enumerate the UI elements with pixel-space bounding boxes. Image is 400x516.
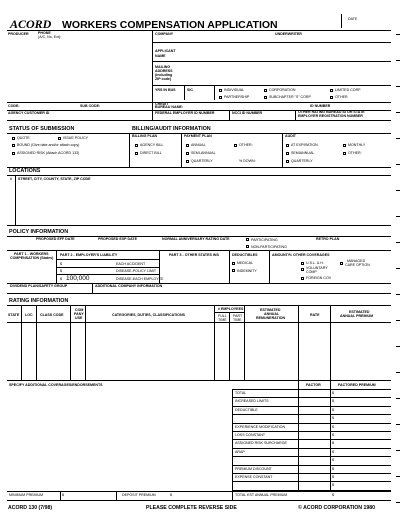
foreign-cov-label: FOREIGN COV: [306, 276, 332, 280]
monthly-audit-label: MONTHLY: [348, 143, 366, 147]
quarterly-label: QUARTERLY: [191, 159, 213, 163]
factored-premium-label: FACTORED PREMIUM: [338, 383, 376, 387]
agency-bill-checkbox[interactable]: [135, 144, 138, 147]
credit-bureau-label-2: BUREAU NAME:: [155, 105, 184, 109]
quote-checkbox[interactable]: [12, 137, 15, 140]
non-participating-checkbox[interactable]: [246, 245, 249, 248]
individual-checkbox[interactable]: [219, 89, 222, 92]
col-categories: CATEGORIES, DUTIES, CLASSIFICATIONS: [112, 313, 185, 317]
additional-company-label: ADDITIONAL COMPANY INFORMATION: [95, 284, 163, 288]
premium-row-field[interactable]: [299, 474, 390, 482]
partnership-checkbox[interactable]: [219, 96, 222, 99]
margin-tick: [396, 398, 400, 399]
payment-other-label: OTHER:: [239, 143, 253, 147]
llc-checkbox[interactable]: [330, 89, 333, 92]
premium-row-dollar: $: [332, 458, 334, 463]
premium-row-label: ARAP: [235, 449, 245, 454]
col-company-use-1: COM: [75, 308, 84, 312]
quarterly-audit-label: QUARTERLY: [291, 159, 313, 163]
margin-tick: [396, 112, 400, 113]
other-rating-label-2: EMPLOYER REGISTRATION NUMBER: [298, 114, 363, 118]
medical-label: MEDICAL: [237, 261, 253, 265]
direct-bill-label: DIRECT BILL: [140, 151, 162, 155]
voluntary-comp-checkbox[interactable]: [301, 268, 304, 271]
semi-annual-checkbox[interactable]: [186, 152, 189, 155]
quarterly-checkbox[interactable]: [186, 160, 189, 163]
margin-tick: [396, 164, 400, 165]
mailing-label-1: MAILING: [155, 65, 171, 69]
proposed-exp-label: PROPOSED EXP DATE: [98, 237, 138, 241]
credit-bureau-label-1: CREDIT: [155, 101, 169, 106]
premium-row-label: PREMIUM DISCOUNT: [235, 466, 272, 471]
date-label: DATE: [348, 17, 358, 21]
annual-label: ANNUAL: [191, 143, 206, 147]
applicant-name-field[interactable]: [190, 47, 390, 59]
payment-plan-label: PAYMENT PLAN: [184, 134, 212, 138]
margin-tick: [396, 294, 400, 295]
premium-row-field[interactable]: [299, 457, 390, 465]
voluntary-label-2: COMP: [306, 270, 317, 274]
id-number-label: ID NUMBER: [310, 104, 331, 108]
premium-row-dollar: $: [332, 416, 334, 421]
premium-row-field[interactable]: [299, 432, 390, 440]
pct-down-label: % DOWN:: [239, 159, 256, 163]
disease-policy-label: DISEASE-POLICY LIMIT: [116, 269, 157, 273]
indemnity-checkbox[interactable]: [232, 269, 235, 272]
premium-row-label: TOTAL: [235, 391, 247, 395]
premium-row-dollar: $: [332, 399, 334, 404]
indemnity-label: INDEMNITY: [237, 269, 257, 273]
subchapter-checkbox[interactable]: [264, 96, 267, 99]
voluntary-label-1: VOLUNTARY: [306, 266, 328, 270]
anniversary-label: NORMAL ANNIVERSARY RATING DATE: [162, 237, 230, 241]
policy-section-title: POLICY INFORMATION: [9, 229, 69, 235]
subchapter-label: SUBCHAPTER "S" CORP: [269, 95, 311, 99]
medical-checkbox[interactable]: [232, 262, 235, 265]
name-label: NAME: [155, 54, 166, 58]
col-part-time-1: PART: [233, 314, 243, 318]
premium-row-dollar: $: [332, 424, 334, 429]
non-participating-label: NON-PARTICIPATING: [251, 245, 287, 249]
premium-row-label: EXPERIENCE MODIFICATION: [235, 424, 286, 429]
locations-field[interactable]: [16, 183, 388, 225]
col-loc: LOC: [25, 313, 33, 317]
at-expiration-label: AT EXPIRATION: [291, 143, 318, 147]
other-entity-checkbox[interactable]: [330, 96, 333, 99]
underwriter-label: UNDERWRITER: [275, 32, 302, 36]
sic-label: SIC: [187, 88, 193, 92]
col-rate: RATE: [310, 313, 320, 317]
assigned-risk-label: ASSIGNED RISK (Attach ACORD 133): [17, 151, 80, 155]
col-remuneration-3: REMUNERATION: [256, 316, 286, 320]
agency-customer-id-label: AGENCY CUSTOMER ID: [8, 111, 50, 115]
foreign-cov-checkbox[interactable]: [301, 277, 304, 280]
other-entity-label: OTHER: [335, 95, 348, 99]
premium-row-field[interactable]: [299, 423, 390, 431]
rating-table-body[interactable]: [8, 323, 390, 379]
billing-plan-label: BILLING PLAN: [132, 134, 158, 138]
llc-label: LIMITED CORP: [335, 88, 361, 92]
col-class-code: CLASS CODE: [40, 313, 64, 317]
semiannual-audit-label: SEMIANNUAL: [291, 151, 315, 155]
fein-label: FEDERAL EMPLOYER ID NUMBER: [155, 111, 215, 115]
deductibles-label: DEDUCTIBLES: [232, 253, 258, 257]
premium-row-dollar: $: [332, 407, 334, 412]
margin-tick: [396, 216, 400, 217]
premium-row-dollar: $: [332, 433, 334, 437]
other-audit-checkbox[interactable]: [343, 152, 346, 155]
col-part-time-2: TIME: [233, 318, 242, 322]
col-company-use-3: USE: [75, 316, 83, 320]
col-full-time-1: FULL: [218, 314, 227, 318]
premium-row-field[interactable]: [299, 440, 390, 448]
payment-other-checkbox[interactable]: [234, 144, 237, 147]
participating-checkbox[interactable]: [246, 238, 249, 241]
acord-logo: ACORD: [10, 17, 52, 31]
copyright: © ACORD CORPORATION 1980: [298, 505, 376, 511]
annual-checkbox[interactable]: [186, 144, 189, 147]
partnership-label: PARTNERSHIP: [224, 95, 250, 99]
rating-section-title: RATING INFORMATION: [9, 298, 69, 304]
form-title: WORKERS COMPENSATION APPLICATION: [62, 19, 278, 31]
premium-row-field[interactable]: [299, 406, 390, 414]
col-premium-1: ESTIMATED: [349, 310, 370, 314]
margin-tick: [396, 86, 400, 87]
part3-label: PART 3 - OTHER STATES INS: [169, 253, 219, 257]
col-remuneration-1: ESTIMATED: [260, 308, 281, 312]
quote-label: QUOTE: [17, 136, 30, 140]
street-label: STREET, CITY, COUNTY, STATE, ZIP CODE: [18, 177, 91, 181]
status-section-title: STATUS OF SUBMISSION: [9, 126, 75, 132]
col-employees: # EMPLOYEES: [218, 307, 244, 311]
phone-sub-label: (A/C, No, Ext):: [38, 35, 62, 39]
premium-row-dollar: $: [332, 449, 334, 454]
margin-tick: [396, 476, 400, 477]
semi-annual-label: SEMI-ANNUAL: [191, 151, 216, 155]
part1-label-1: PART 1 - WORKERS: [14, 252, 49, 256]
margin-tick: [396, 190, 400, 191]
other-rating-label-1: OTHER RATING BUREAU ID OR STATE: [298, 110, 365, 114]
managed-care-checkbox[interactable]: [340, 262, 343, 265]
limit-dollar-3: $: [60, 277, 62, 281]
bound-label: BOUND (Give date and/or attach copy): [17, 143, 80, 147]
deposit-dollar: $: [170, 493, 172, 497]
minimum-dollar: $: [62, 493, 64, 497]
monthly-audit-checkbox[interactable]: [343, 144, 346, 147]
agency-bill-label: AGENCY BILL: [140, 143, 164, 147]
mailing-label-2: ADDRESS: [155, 69, 173, 73]
corporation-checkbox[interactable]: [264, 89, 267, 92]
proposed-eff-label: PROPOSED EFF DATE: [36, 237, 75, 241]
deposit-premium-label: DEPOSIT PREMIUM: [122, 493, 156, 497]
premium-row-label: DEDUCTIBLE: [235, 407, 258, 412]
yrs-in-bus-label: YRS IN BUS: [155, 88, 176, 92]
ncci-label: NCCI ID NUMBER: [232, 111, 263, 115]
dividend-label: DIVIDEND PLAN/SAFETY GROUP: [10, 284, 68, 288]
premium-row-label: EXPENSE CONSTANT: [235, 475, 273, 479]
audit-label: AUDIT: [285, 134, 296, 138]
managed-care-label-1: MANAGED: [347, 259, 366, 263]
at-expiration-checkbox[interactable]: [286, 144, 289, 147]
margin-tick: [396, 138, 400, 139]
applicant-label: APPLICANT: [155, 49, 176, 53]
premium-row-field[interactable]: [299, 390, 390, 398]
margin-tick: [396, 346, 400, 347]
premium-row-dollar: $: [332, 391, 334, 395]
phone-label: PHONE: [38, 31, 51, 35]
premium-row-dollar: $: [332, 475, 334, 479]
mailing-label-4: ZIP code): [155, 77, 172, 81]
premium-row-field[interactable]: [299, 448, 390, 456]
date-field[interactable]: [343, 22, 389, 30]
premium-row-dollar: $: [332, 466, 334, 471]
premium-row-field[interactable]: [299, 482, 390, 490]
disease-employee-label: DISEASE-EACH EMPLOYEE: [116, 277, 164, 281]
margin-tick: [396, 320, 400, 321]
limit-dollar-1: $: [60, 262, 62, 266]
margin-tick: [396, 60, 400, 61]
premium-row-field[interactable]: [299, 398, 390, 406]
corporation-label: CORPORATION: [269, 88, 296, 92]
retro-plan-label: RETRO PLAN: [316, 237, 340, 241]
margin-tick: [396, 424, 400, 425]
col-state: STATE: [8, 313, 20, 317]
factor-label: FACTOR: [306, 383, 321, 387]
company-label: COMPANY: [155, 32, 174, 36]
part1-label-2: COMPENSATION (States): [10, 256, 54, 260]
margin-tick: [396, 268, 400, 269]
code-label: CODE:: [8, 104, 20, 108]
individual-label: INDIVIDUAL: [224, 88, 245, 92]
other-audit-label: OTHER:: [348, 151, 362, 155]
premium-row-label: INCREASED LIMITS: [235, 399, 269, 404]
limit-dollar-2: $: [60, 269, 62, 273]
issue-policy-checkbox[interactable]: [58, 137, 61, 140]
managed-care-label-2: CARE OPTION: [345, 263, 370, 267]
disease-employee-limit-value[interactable]: 100,000: [66, 275, 90, 282]
minimum-premium-label: MINIMUM PREMIUM: [9, 493, 44, 497]
mailing-address-field[interactable]: [190, 63, 390, 83]
amount-label: AMOUNT/% OTHER COVERAGES: [272, 253, 330, 257]
locations-section-title: LOCATIONS: [9, 168, 41, 174]
col-full-time-2: TIME: [218, 318, 227, 322]
total-est-dollar: $: [332, 493, 334, 497]
form-number: ACORD 130 (7/98): [8, 505, 53, 511]
premium-row-field[interactable]: [299, 465, 390, 473]
issue-policy-label: ISSUE POLICY: [63, 136, 88, 140]
mailing-label-3: (including: [155, 73, 173, 77]
margin-tick: [396, 34, 400, 35]
semiannual-audit-checkbox[interactable]: [286, 152, 289, 155]
direct-bill-checkbox[interactable]: [135, 152, 138, 155]
margin-tick: [396, 502, 400, 503]
col-company-use-2: PANY: [74, 312, 84, 316]
uslh-checkbox[interactable]: [301, 262, 304, 265]
complete-reverse-note: PLEASE COMPLETE REVERSE SIDE: [146, 505, 237, 511]
margin-tick: [396, 372, 400, 373]
billing-section-title: BILLING/AUDIT INFORMATION: [132, 126, 211, 132]
part2-label: PART 2 - EMPLOYER'S LIABILITY: [60, 253, 118, 257]
bound-checkbox[interactable]: [12, 144, 15, 147]
sub-code-label: SUB CODE:: [80, 104, 101, 108]
each-accident-label: EACH ACCIDENT: [116, 262, 146, 266]
total-est-premium-label: TOTAL EST ANNUAL PREMIUM: [235, 493, 288, 497]
premium-row-label: LOSS CONSTANT: [235, 433, 266, 437]
producer-field[interactable]: [8, 41, 148, 101]
uslh-label: U.S.L. & H.: [306, 261, 324, 265]
col-remuneration-2: ANNUAL: [264, 312, 280, 316]
margin-tick: [396, 242, 400, 243]
col-premium-2: ANNUAL PREMIUM: [340, 314, 374, 318]
quarterly-audit-checkbox[interactable]: [286, 160, 289, 163]
participating-label: PARTICIPATING: [251, 238, 278, 242]
location-number-label: #: [10, 177, 12, 181]
premium-row-field[interactable]: [299, 415, 390, 423]
assigned-risk-checkbox[interactable]: [12, 152, 15, 155]
specify-coverages-label: SPECIFY ADDITIONAL COVERAGES/ENDORSEMENTS: [9, 383, 103, 387]
premium-row-label: ASSIGNED RISK SURCHARGE: [235, 441, 287, 446]
premium-row-dollar: $: [332, 483, 334, 488]
margin-tick: [396, 450, 400, 451]
premium-row-dollar: $: [332, 441, 334, 446]
producer-label: PRODUCER: [8, 32, 29, 36]
